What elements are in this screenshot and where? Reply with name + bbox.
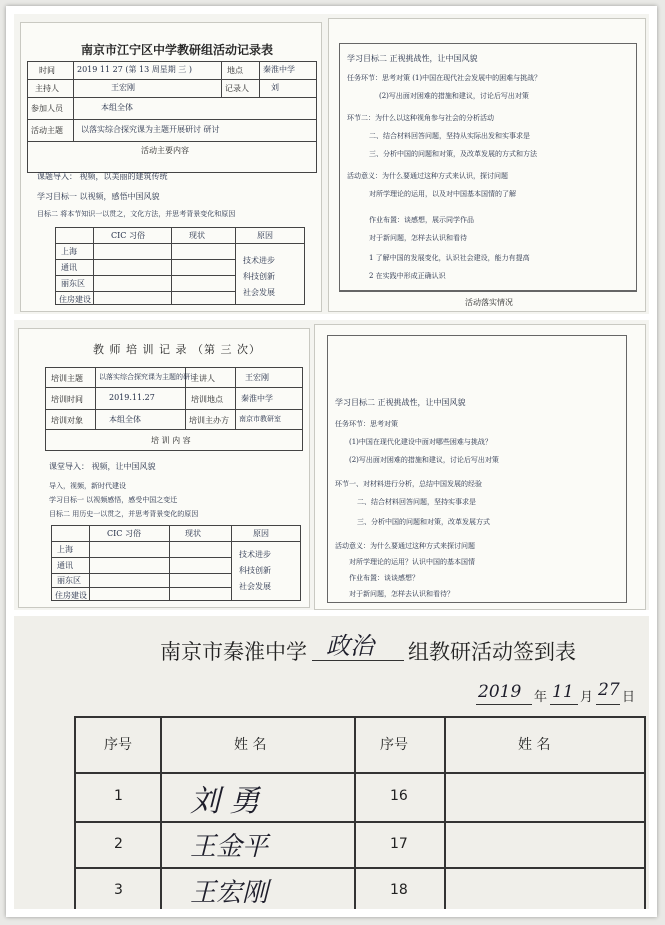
- label-place: 培训地点: [191, 395, 223, 404]
- date-month: 11: [552, 682, 574, 702]
- label-content: 活动主要内容: [141, 146, 189, 155]
- footer-label: 活动落实情况: [465, 298, 513, 307]
- handwriting-line: 学习目标一 以视频，感悟中国风貌: [37, 192, 160, 201]
- handwriting-line: 对所学理论的运用？认识中国的基本国情: [349, 558, 475, 566]
- inner-note: 技术进步: [239, 550, 271, 559]
- header-name-left: 姓 名: [234, 737, 267, 753]
- handwriting-line: 对所学理论的运用，以及对中国基本国情的了解: [369, 190, 516, 198]
- inner-header: 原因: [257, 231, 273, 240]
- inner-header: CIC 习俗: [111, 231, 145, 240]
- label-host: 主讲人: [191, 374, 215, 383]
- inner-header: CIC 习俗: [107, 529, 141, 538]
- inner-note: 社会发展: [243, 288, 275, 297]
- handwriting-line: (1)中国在现代化建设中面对哪些困难与挑战？: [349, 438, 492, 446]
- inner-row: 住房建设: [59, 295, 91, 304]
- handwriting-line: 1 了解中国的发展变化，认识社会建设，能力有提高: [369, 254, 530, 262]
- label-place: 地点: [227, 66, 243, 75]
- handwriting-line: 二、结合材料回答问题，坚持实事求是: [357, 498, 476, 506]
- inner-header: 现状: [185, 529, 201, 538]
- date-year: 2019: [478, 682, 522, 702]
- handwriting-line: 学习目标二 正视挑战性，让中国风貌: [347, 54, 478, 63]
- date-month-label: 月: [580, 690, 594, 705]
- handwriting-line: 导入，视频，新时代建设: [49, 482, 126, 490]
- handwriting-line: 对于新问题，怎样去认识和看待？: [349, 590, 454, 598]
- value-time: 2019.11.27: [109, 393, 155, 402]
- inner-row: 通讯: [57, 561, 73, 570]
- value-host: 王宏刚: [111, 83, 135, 92]
- sheet-title-prefix: 南京市秦淮中学: [160, 640, 307, 664]
- handwriting-line: 任务环节：思考对策 (1)中国在现代社会发展中的困难与挑战？: [347, 74, 542, 82]
- value-time: 2019 11 27 (第 13 周星期 三 ): [77, 65, 192, 74]
- inner-note: 技术进步: [243, 256, 275, 265]
- inner-row: 上海: [61, 247, 77, 256]
- label-time: 时间: [39, 66, 55, 75]
- handwriting-line: 学习目标二 正视挑战性，让中国风貌: [335, 398, 466, 407]
- inner-note: 社会发展: [239, 582, 271, 591]
- inner-header: 现状: [189, 231, 205, 240]
- handwriting-line: 任务环节：思考对策: [335, 420, 398, 428]
- value-place: 秦淮中学: [263, 65, 295, 74]
- sign-in-sheet-photo: [14, 616, 649, 909]
- right-page: [328, 18, 646, 312]
- value-subject: 以落实综合探究课为主题的研讨: [99, 373, 197, 381]
- row-no-left: 3: [114, 882, 123, 898]
- handwriting-line: 三、分析中国的问题和对策，及改革发展的方式和方法: [369, 150, 537, 158]
- inner-row: 丽东区: [61, 279, 85, 288]
- value-organizer: 南京市教研室: [239, 415, 281, 423]
- row-no-right: 17: [390, 836, 408, 852]
- training-title: 教 师 培 训 记 录 （第 三 次）: [93, 343, 261, 356]
- label-host: 主持人: [35, 84, 59, 93]
- label-subject: 培训主题: [51, 374, 83, 383]
- handwriting-line: 环节一、对材料进行分析，总结中国发展的经验: [335, 480, 482, 488]
- record-title: 南京市江宁区中学教研组活动记录表: [81, 43, 274, 57]
- header-no-right: 序号: [380, 737, 408, 753]
- inner-row: 住房建设: [55, 591, 87, 600]
- row-no-right: 16: [390, 788, 408, 804]
- value-object: 本组全体: [109, 415, 141, 424]
- inner-row: 上海: [57, 545, 73, 554]
- sheet-title-suffix: 组教研活动签到表: [408, 640, 576, 664]
- value-host: 王宏刚: [245, 373, 269, 382]
- handwriting-line: 三、分析中国的问题和对策，改革发展方式: [357, 518, 490, 526]
- date-day-label: 日: [622, 690, 636, 705]
- handwriting-line: 活动意义：为什么要通过这种方式来认识，探讨问题: [347, 172, 508, 180]
- label-topic: 活动主题: [31, 126, 63, 135]
- handwriting-line: (2)写出面对困难的措施和建议，讨论后写出对策: [349, 456, 499, 464]
- row-no-right: 18: [390, 882, 408, 898]
- value-recorder: 刘: [271, 83, 279, 92]
- header-no-left: 序号: [104, 737, 132, 753]
- record-sheet-photo: [14, 14, 649, 314]
- row-no-left: 1: [114, 788, 123, 804]
- inner-note: 科技创新: [239, 566, 271, 575]
- left-page: [20, 22, 322, 312]
- inner-note: 科技创新: [243, 272, 275, 281]
- label-object: 培训对象: [51, 416, 83, 425]
- value-topic: 以落实综合探究课为主题开展研讨 研讨: [81, 125, 220, 134]
- training-record-photo: [14, 320, 649, 610]
- handwriting-line: 目标二 将本节知识一以贯之，文化方法，并思考背景变化和原因: [37, 210, 236, 218]
- handwriting-line: 作业布置：谈谈感想？: [349, 574, 419, 582]
- date-day: 27: [598, 680, 620, 700]
- handwriting-line: 作业布置：谈感想，展示同学作品: [369, 216, 474, 224]
- inner-row: 丽东区: [57, 576, 81, 585]
- row-no-left: 2: [114, 836, 123, 852]
- inner-header: 原因: [253, 529, 269, 538]
- label-organizer: 培训主办方: [189, 416, 229, 425]
- handwriting-line: (2)写出面对困难的措施和建议，讨论后写出对策: [379, 92, 529, 100]
- signature: 王宏刚: [190, 878, 269, 908]
- label-time: 培训时间: [51, 395, 83, 404]
- handwriting-line: 环节二：为什么以这种视角参与社会的分析活动: [347, 114, 494, 122]
- photo-collage: [6, 6, 657, 917]
- handwriting-line: 二、结合材料回答问题，坚持从实际出发和实事求是: [369, 132, 530, 140]
- header-table: [27, 61, 317, 173]
- value-participants: 本组全体: [101, 103, 133, 112]
- handwriting-line: 课堂导入： 视频，让中国风貌: [49, 462, 156, 471]
- handwriting-line: 2 在实践中形成正确认识: [369, 272, 446, 280]
- label-recorder: 记录人: [225, 84, 249, 93]
- date-year-label: 年: [534, 690, 548, 705]
- left-page: [18, 328, 310, 608]
- inner-row: 通讯: [61, 263, 77, 272]
- right-page: [314, 324, 646, 610]
- signature: 王金平: [190, 832, 269, 862]
- handwriting-line: 课题导入： 视频，以美丽的建筑传统: [37, 172, 168, 181]
- label-participants: 参加人员: [31, 104, 63, 113]
- handwriting-line: 活动意义：为什么要通过这种方式来探讨问题: [335, 542, 475, 550]
- handwriting-line: 目标二 用历史一以贯之，并思考背景变化的原因: [49, 510, 199, 518]
- handwriting-line: 学习目标一 以视频感悟，感受中国之变迁: [49, 496, 178, 504]
- label-content: 培 训 内 容: [151, 436, 191, 445]
- header-name-right: 姓 名: [518, 737, 551, 753]
- value-place: 秦淮中学: [241, 394, 273, 403]
- group-name: 政治: [326, 632, 374, 660]
- handwriting-line: 对于新问题，怎样去认识和看待: [369, 234, 467, 242]
- signature: 刘 勇: [190, 784, 260, 819]
